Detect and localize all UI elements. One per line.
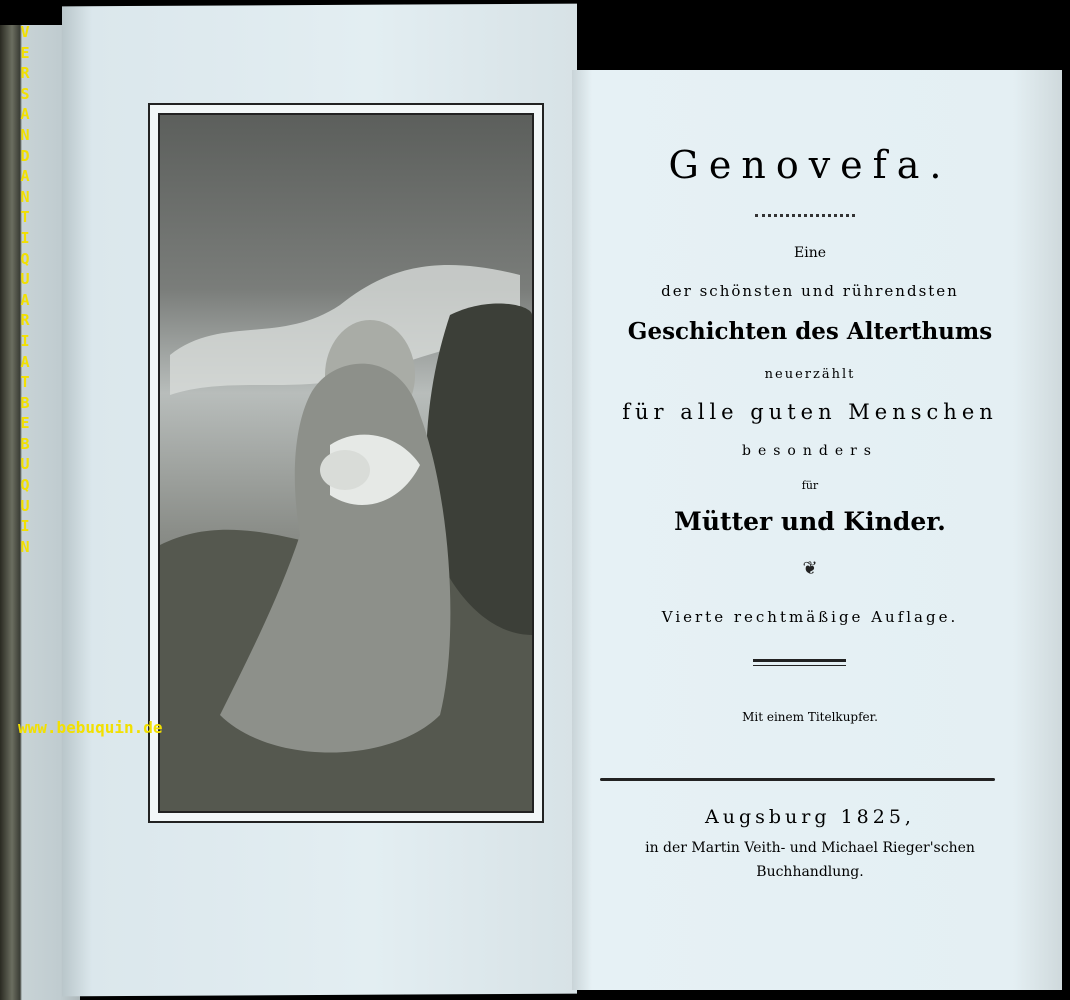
engraving-illustration (160, 115, 532, 811)
engraving-image (158, 113, 534, 813)
subtitle-line-4: neuerzählt (764, 367, 856, 382)
double-rule-lower (753, 665, 846, 666)
watermark-url: www.bebuquin.de (18, 718, 163, 737)
long-rule (600, 778, 995, 781)
floral-ornament: ❦ (802, 558, 818, 579)
place-year: Augsburg 1825, (705, 806, 915, 828)
frontispiece-engraving (148, 103, 544, 823)
double-rule (753, 659, 846, 662)
subtitle-line-7: für (801, 479, 819, 492)
subtitle-line-8: Mütter und Kinder. (674, 507, 946, 536)
edition-line: Vierte rechtmäßige Auflage. (661, 608, 959, 626)
subtitle-line-2: der schönsten und rührendsten (661, 282, 959, 300)
wavy-ornament (755, 208, 855, 217)
subtitle-line-3: Geschichten des Alterthums (627, 318, 993, 345)
subtitle-line-6: besonders (741, 443, 878, 459)
plate-note: Mit einem Titelkupfer. (742, 710, 878, 724)
book-title: Genovefa. (668, 143, 952, 187)
subtitle-line-1: Eine (794, 245, 826, 261)
publisher-line-2: Buchhandlung. (756, 864, 864, 880)
publisher-line: in der Martin Veith- und Michael Rieger'schen (645, 840, 975, 856)
subtitle-line-5: für alle guten Menschen (622, 400, 998, 424)
watermark-vertical: VERSAND ANTIQUARIAT BEBUQUIN (20, 23, 30, 556)
